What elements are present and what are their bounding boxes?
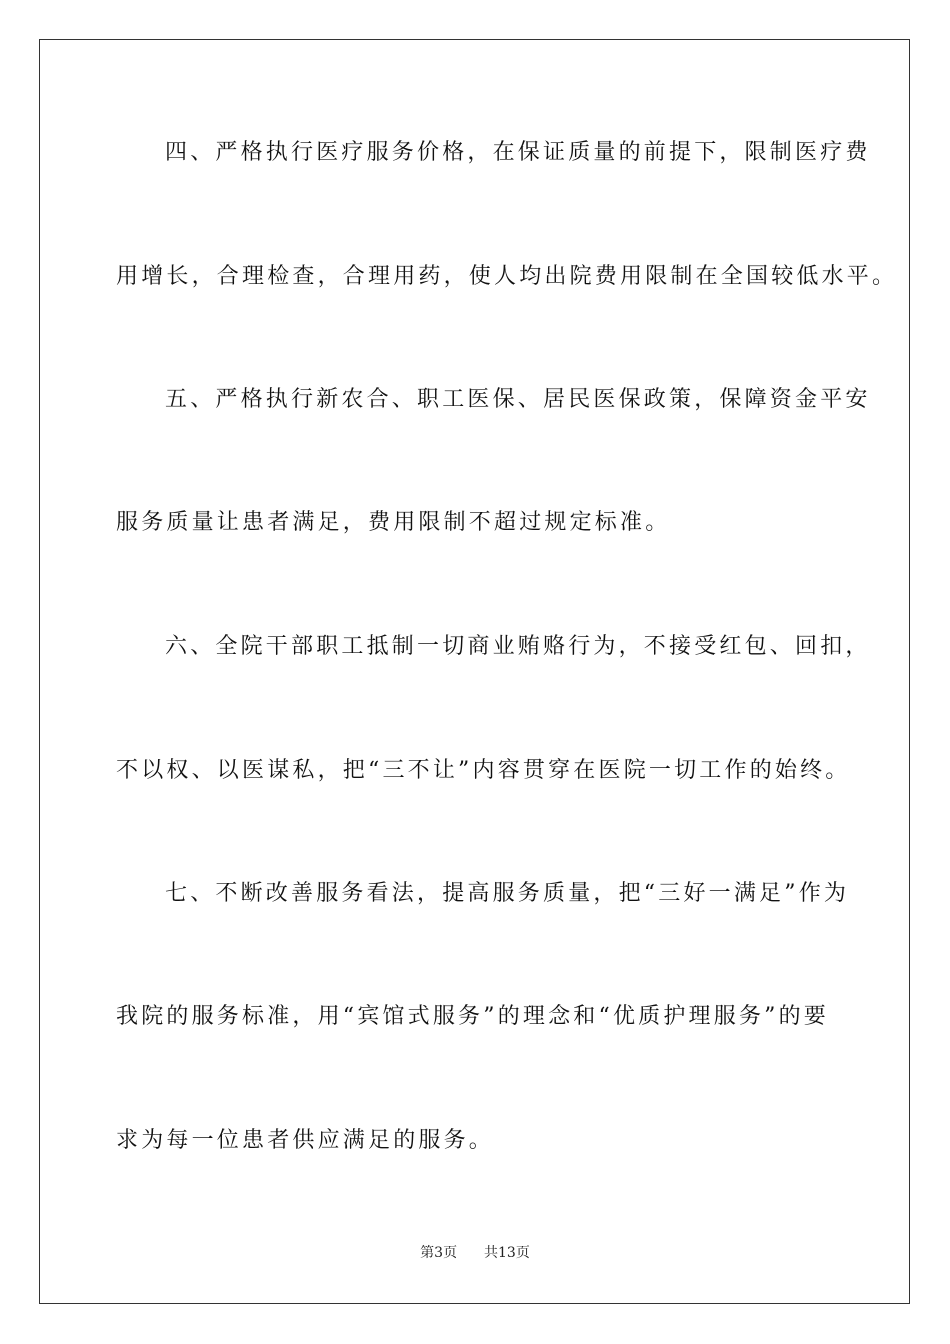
paragraph-5-line-1: 五、严格执行新农合、职工医保、居民医保政策，保障资金平安 <box>165 387 871 412</box>
page-footer <box>0 1244 950 1262</box>
paragraph-5-line-2: 服务质量让患者满足，费用限制不超过规定标准。 <box>116 510 671 535</box>
paragraph-7-line-2: 我院的服务标准，用“宾馆式服务”的理念和“优质护理服务”的要 <box>116 1004 829 1029</box>
paragraph-4-line-2: 用增长，合理检查，合理用药，使人均出院费用限制在全国较低水平。 <box>116 264 898 289</box>
paragraph-7-line-1: 七、不断改善服务看法，提高服务质量，把“三好一满足”作为 <box>165 881 850 906</box>
total-pages-label: 共13页 <box>484 1245 530 1261</box>
paragraph-6-line-1: 六、全院干部职工抵制一切商业贿赂行为，不接受红包、回扣， <box>165 634 871 659</box>
current-page-label: 第3页 <box>420 1245 458 1261</box>
paragraph-6-line-2: 不以权、以医谋私，把“三不让”内容贯穿在医院一切工作的始终。 <box>116 758 851 783</box>
paragraph-7-line-3: 求为每一位患者供应满足的服务。 <box>116 1128 495 1153</box>
page-border <box>39 39 910 1304</box>
paragraph-4-line-1: 四、严格执行医疗服务价格，在保证质量的前提下，限制医疗费 <box>165 140 871 165</box>
